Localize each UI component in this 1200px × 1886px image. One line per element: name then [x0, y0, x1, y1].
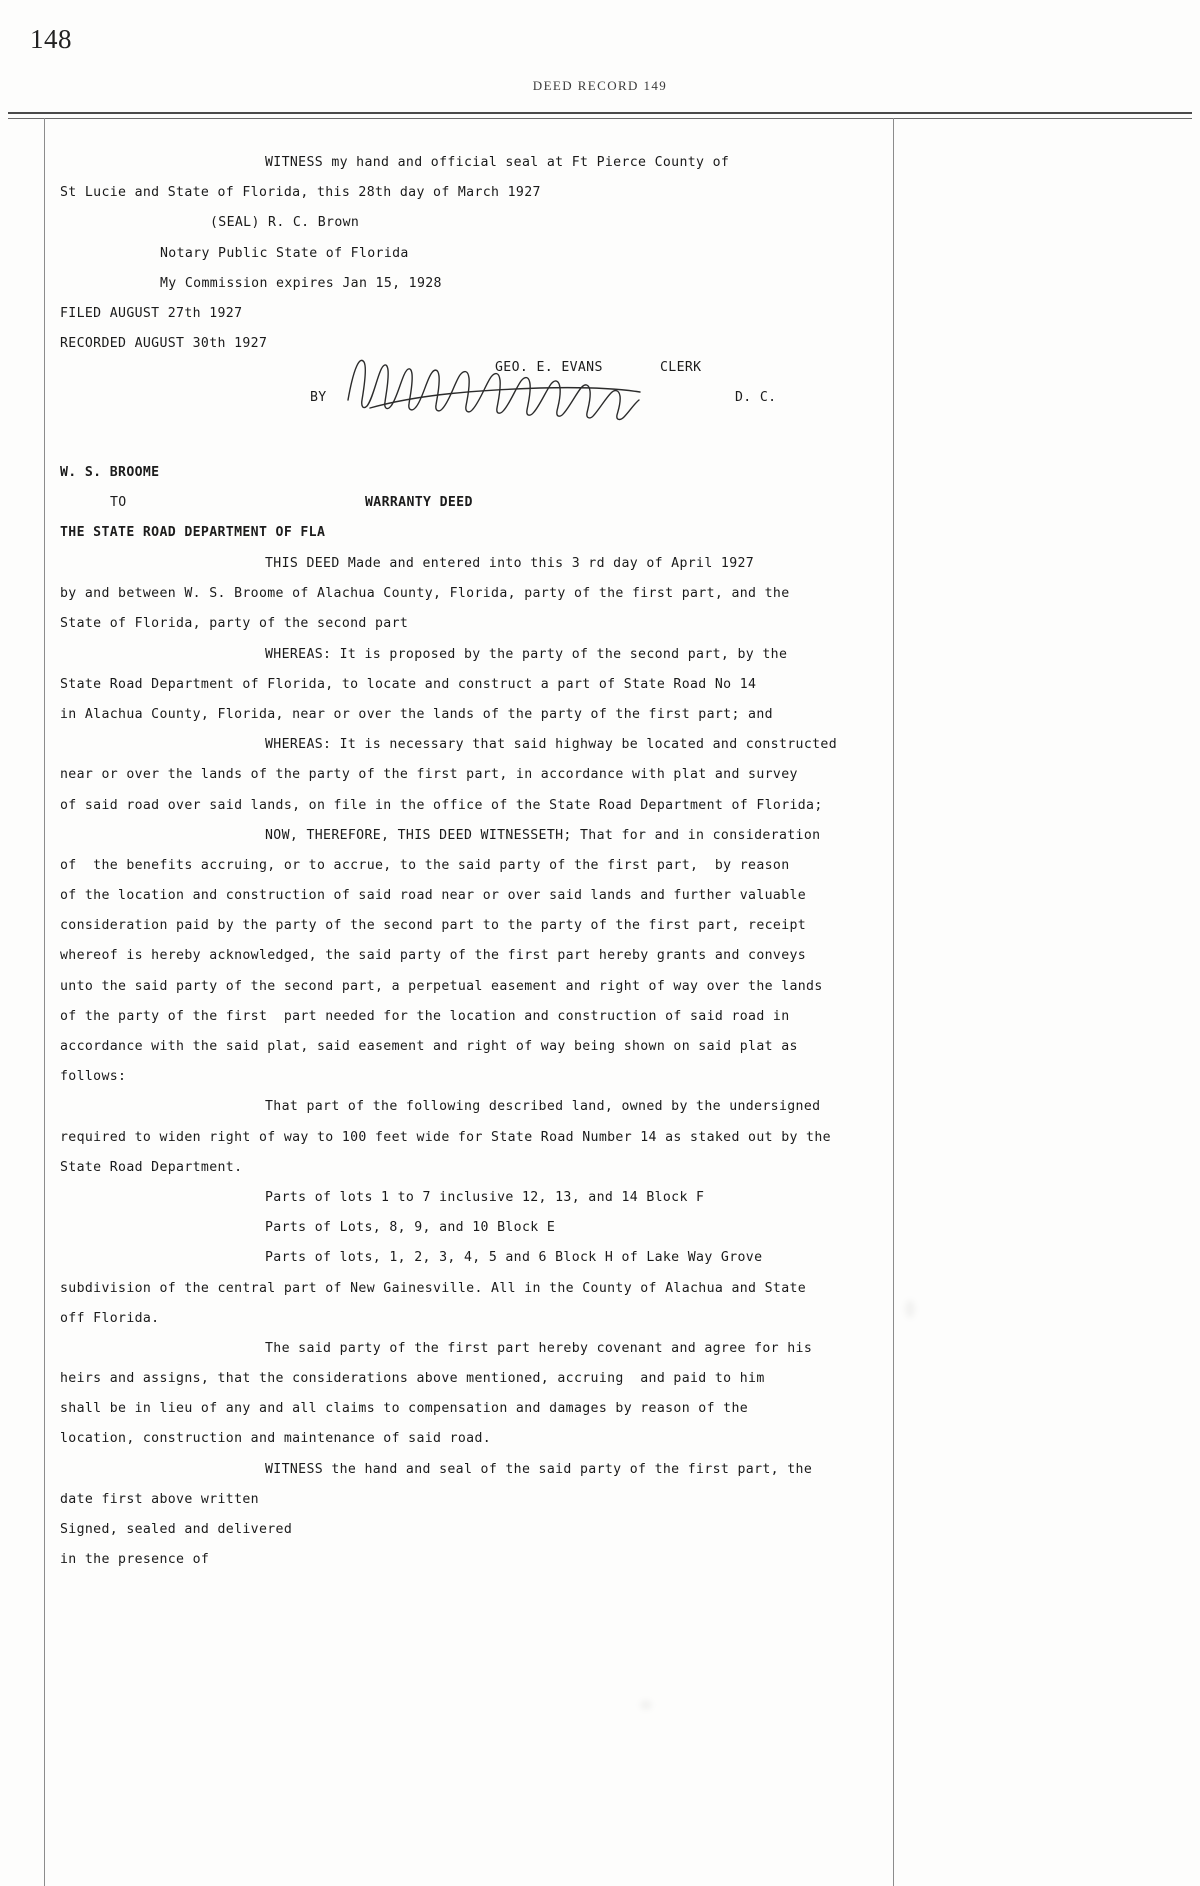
deed-line: Signed, sealed and delivered [60, 1522, 293, 1537]
signature-by-label: BY [310, 390, 327, 405]
clerk-title: CLERK [660, 360, 702, 375]
scan-artifact [905, 1300, 915, 1318]
deed-line: of the location and construction of said road near or over said lands and further valuable [60, 888, 807, 904]
caption-grantee: THE STATE ROAD DEPARTMENT OF FLA [60, 525, 326, 541]
notary-line: FILED AUGUST 27th 1927 [60, 305, 243, 321]
deed-line: of the benefits accruing, or to accrue, to the said party of the first part, by reason [60, 857, 790, 873]
deed-line: State Road Department. [60, 1159, 243, 1175]
deed-line: NOW, THEREFORE, THIS DEED WITNESSETH; That for and in consideration [265, 827, 821, 843]
deed-line: near or over the lands of the party of the first part, in accordance with plat and survey [60, 767, 798, 783]
notary-line: WITNESS my hand and official seal at Ft Pierce County of [265, 155, 730, 170]
clerk-name: GEO. E. EVANS [495, 360, 603, 375]
deed-line: required to widen right of way to 100 feet wide for State Road Number 14 as staked out by the [60, 1129, 831, 1145]
deed-line: follows: [60, 1069, 127, 1085]
notary-line: My Commission expires Jan 15, 1928 [160, 275, 442, 291]
deed-line: Parts of lots, 1, 2, 3, 4, 5 and 6 Block H of Lake Way Grove [265, 1250, 763, 1266]
caption-grantor: W. S. BROOME [60, 465, 160, 480]
notary-block [60, 148, 890, 359]
notary-line: (SEAL) R. C. Brown [210, 215, 360, 231]
notary-line: RECORDED AUGUST 30th 1927 [60, 336, 268, 352]
deputy-clerk-label: D. C. [735, 390, 777, 405]
deed-line: whereof is hereby acknowledged, the said party of the first part hereby grants and conveys [60, 948, 807, 964]
left-margin-rule [44, 118, 45, 1886]
header-rule-inner [8, 118, 1192, 119]
deed-line: consideration paid by the party of the second part to the party of the first part, receipt [60, 918, 807, 934]
instrument-title: WARRANTY DEED [365, 495, 473, 511]
deed-line: State of Florida, party of the second part [60, 616, 409, 632]
header-rule-outer [8, 112, 1192, 114]
deed-line: location, construction and maintenance of said road. [60, 1431, 492, 1447]
deed-line: of the party of the first part needed for the location and construction of said road in [60, 1008, 790, 1024]
scan-artifact [640, 1700, 652, 1710]
deed-line: of said road over said lands, on file in the office of the State Road Department of Florida; [60, 797, 823, 813]
deed-line: The said party of the first part hereby covenant and agree for his [265, 1340, 813, 1356]
deed-line: State Road Department of Florida, to locate and construct a part of State Road No 14 [60, 676, 757, 692]
deed-line: in the presence of [60, 1552, 210, 1568]
record-header: DEED RECORD 149 [532, 78, 668, 93]
deed-line: Parts of lots 1 to 7 inclusive 12, 13, and 14 Block F [265, 1189, 705, 1205]
notary-line: St Lucie and State of Florida, this 28th day of March 1927 [60, 185, 541, 201]
deed-line: subdivision of the central part of New Gainesville. All in the County of Alachua and State [60, 1280, 807, 1296]
deed-line: WHEREAS: It is necessary that said highway be located and constructed [265, 737, 837, 753]
deed-line: shall be in lieu of any and all claims to compensation and damages by reason of the [60, 1401, 749, 1417]
deed-line: THIS DEED Made and entered into this 3 rd day of April 1927 [265, 556, 755, 571]
deed-line: in Alachua County, Florida, near or over the lands of the party of the first part; and [60, 706, 773, 722]
deed-line: unto the said party of the second part, a perpetual easement and right of way over the lands [60, 978, 823, 994]
deed-line: off Florida. [60, 1310, 160, 1326]
deed-line: WITNESS the hand and seal of the said party of the first part, the [265, 1461, 813, 1477]
notary-line: Notary Public State of Florida [160, 245, 409, 261]
deed-line: date first above written [60, 1491, 259, 1507]
clerk-signature-block [60, 352, 890, 432]
caption-to: TO [110, 495, 127, 511]
page-number: 148 [30, 24, 72, 54]
deed-line: heirs and assigns, that the considerations above mentioned, accruing and paid to him [60, 1371, 765, 1387]
deed-line: WHEREAS: It is proposed by the party of the second part, by the [265, 646, 788, 662]
deed-body [60, 549, 890, 1575]
deed-caption [60, 458, 890, 549]
deed-line: accordance with the said plat, said easement and right of way being shown on said plat as [60, 1039, 798, 1054]
deed-line: by and between W. S. Broome of Alachua County, Florida, party of the first part, and the [60, 586, 790, 602]
deed-line: Parts of Lots, 8, 9, and 10 Block E [265, 1220, 556, 1236]
right-margin-rule [893, 118, 894, 1886]
deed-line: That part of the following described land, owned by the undersigned [265, 1099, 821, 1115]
